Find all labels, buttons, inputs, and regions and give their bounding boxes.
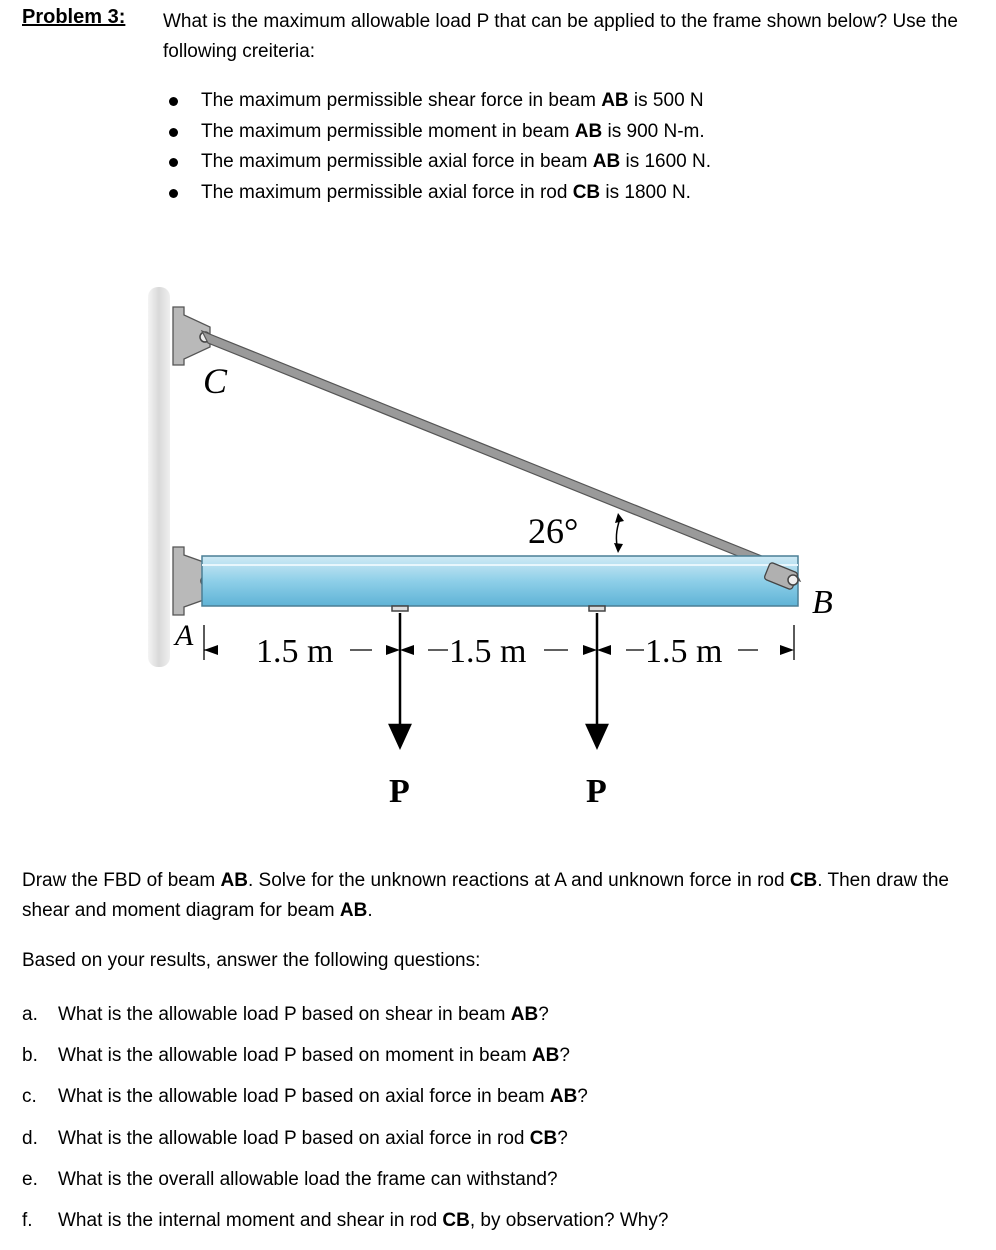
wall	[148, 287, 170, 667]
arrowhead-icon	[587, 725, 607, 747]
angle-indicator-icon	[614, 513, 624, 553]
question-item: c. What is the allowable load P based on axial force in beam AB?	[22, 1086, 588, 1108]
span-label-3: 1.5 m	[645, 633, 723, 670]
bullet-icon	[169, 128, 178, 137]
question-item: b. What is the allowable load P based on moment in beam AB?	[22, 1045, 570, 1067]
bullet-icon	[169, 97, 178, 106]
frame-figure	[118, 285, 838, 855]
span-label-1: 1.5 m	[256, 633, 334, 670]
label-b: B	[812, 584, 833, 621]
problem-question: What is the maximum allowable load P that can be applied to the frame shown below? Use the following creiteria:	[163, 11, 958, 62]
criterion-item: The maximum permissible axial force in beam AB is 1600 N.	[163, 150, 711, 181]
beam-ab	[202, 556, 798, 606]
arrowhead-icon	[390, 725, 410, 747]
instruction-text: Draw the FBD of beam AB. Solve for the unknown reactions at A and unknown force in rod CB. Then draw the shear and moment diagram for beam AB.	[22, 870, 949, 921]
rod-cb	[202, 331, 800, 581]
label-a: A	[175, 619, 194, 652]
bullet-icon	[169, 189, 178, 198]
label-c: C	[203, 361, 228, 401]
criterion-item: The maximum permissible axial force in rod CB is 1800 N.	[163, 181, 711, 212]
angle-label: 26°	[528, 511, 579, 551]
criterion-item: The maximum permissible shear force in beam AB is 500 N	[163, 89, 711, 120]
problem-label: Problem 3:	[22, 6, 126, 28]
based-on-text: Based on your results, answer the following questions:	[22, 950, 481, 971]
question-item: f. What is the internal moment and shear in rod CB, by observation? Why?	[22, 1209, 669, 1231]
criterion-item: The maximum permissible moment in beam AB is 900 N-m.	[163, 120, 711, 151]
question-list	[22, 1003, 668, 1250]
question-item: d. What is the allowable load P based on axial force in rod CB?	[22, 1127, 568, 1149]
span-label-2: 1.5 m	[449, 633, 527, 670]
criteria-list	[163, 89, 711, 211]
question-item: a. What is the allowable load P based on shear in beam AB?	[22, 1004, 549, 1025]
load-label-2: P	[586, 773, 607, 810]
bullet-icon	[169, 158, 178, 167]
question-item: e. What is the overall allowable load the frame can withstand?	[22, 1168, 558, 1190]
load-label-1: P	[389, 773, 410, 810]
